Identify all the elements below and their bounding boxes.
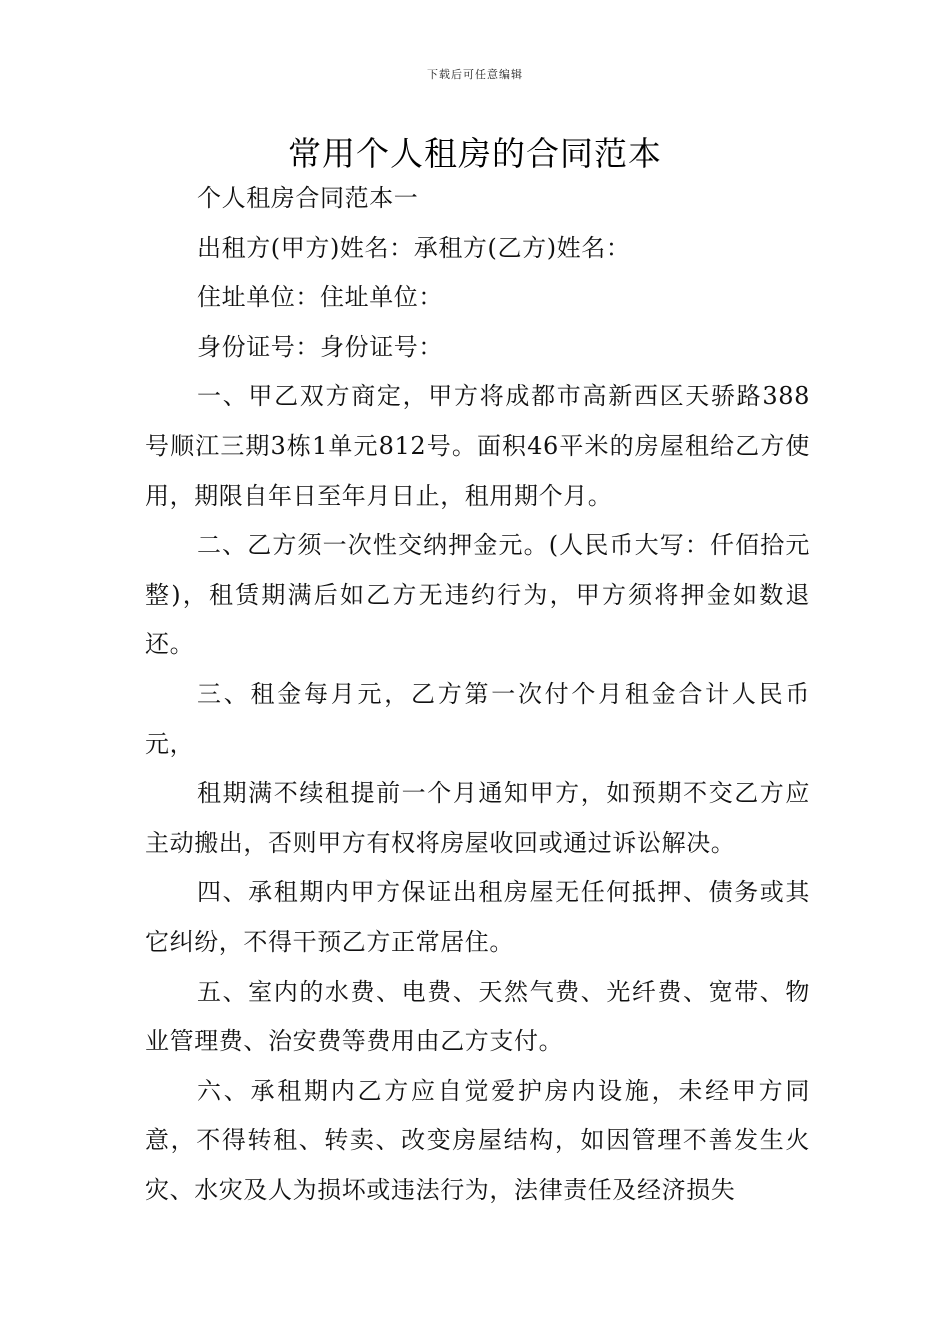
paragraph-clause-2: 二、乙方须一次性交纳押金元。(人民币大写：仟佰拾元整)，租赁期满后如乙方无违约行为，甲方须将押金如数退还。	[145, 531, 810, 659]
header-note: 下载后可任意编辑	[427, 68, 523, 81]
document-body	[145, 174, 810, 1215]
paragraph-clause-4: 四、承租期内甲方保证出租房屋无任何抵押、债务或其它纠纷，不得干预乙方正常居住。	[145, 878, 810, 956]
paragraph-clause-3: 三、租金每月元，乙方第一次付个月租金合计人民币元，	[145, 679, 810, 758]
paragraph-clause-1: 一、甲乙双方商定，甲方将成都市高新西区天骄路388号顺江三期3栋1单元812号。面积46平米的房屋租给乙方使用，期限自年日至年月日止，租用期个月。	[145, 382, 810, 510]
paragraph-clause-6: 六、承租期内乙方应自觉爱护房内设施，未经甲方同意，不得转租、转卖、改变房屋结构，如因管理不善发生火灾、水灾及人为损坏或违法行为，法律责任及经济损失	[145, 1076, 810, 1204]
paragraph-subtitle: 个人租房合同范本一	[197, 184, 419, 212]
paragraph-address: 住址单位：住址单位：	[197, 283, 443, 312]
paragraph-id-number: 身份证号：身份证号：	[197, 332, 443, 361]
paragraph-clause-5: 五、室内的水费、电费、天然气费、光纤费、宽带、物业管理费、治安费等费用由乙方支付。	[145, 977, 810, 1056]
paragraph-parties: 出租方(甲方)姓名：承租方(乙方)姓名：	[197, 233, 631, 262]
document-title: 常用个人租房的合同范本	[288, 134, 662, 173]
paragraph-clause-3-cont: 租期满不续租提前一个月通知甲方，如预期不交乙方应主动搬出，否则甲方有权将房屋收回或通过诉讼解决。	[145, 779, 810, 857]
